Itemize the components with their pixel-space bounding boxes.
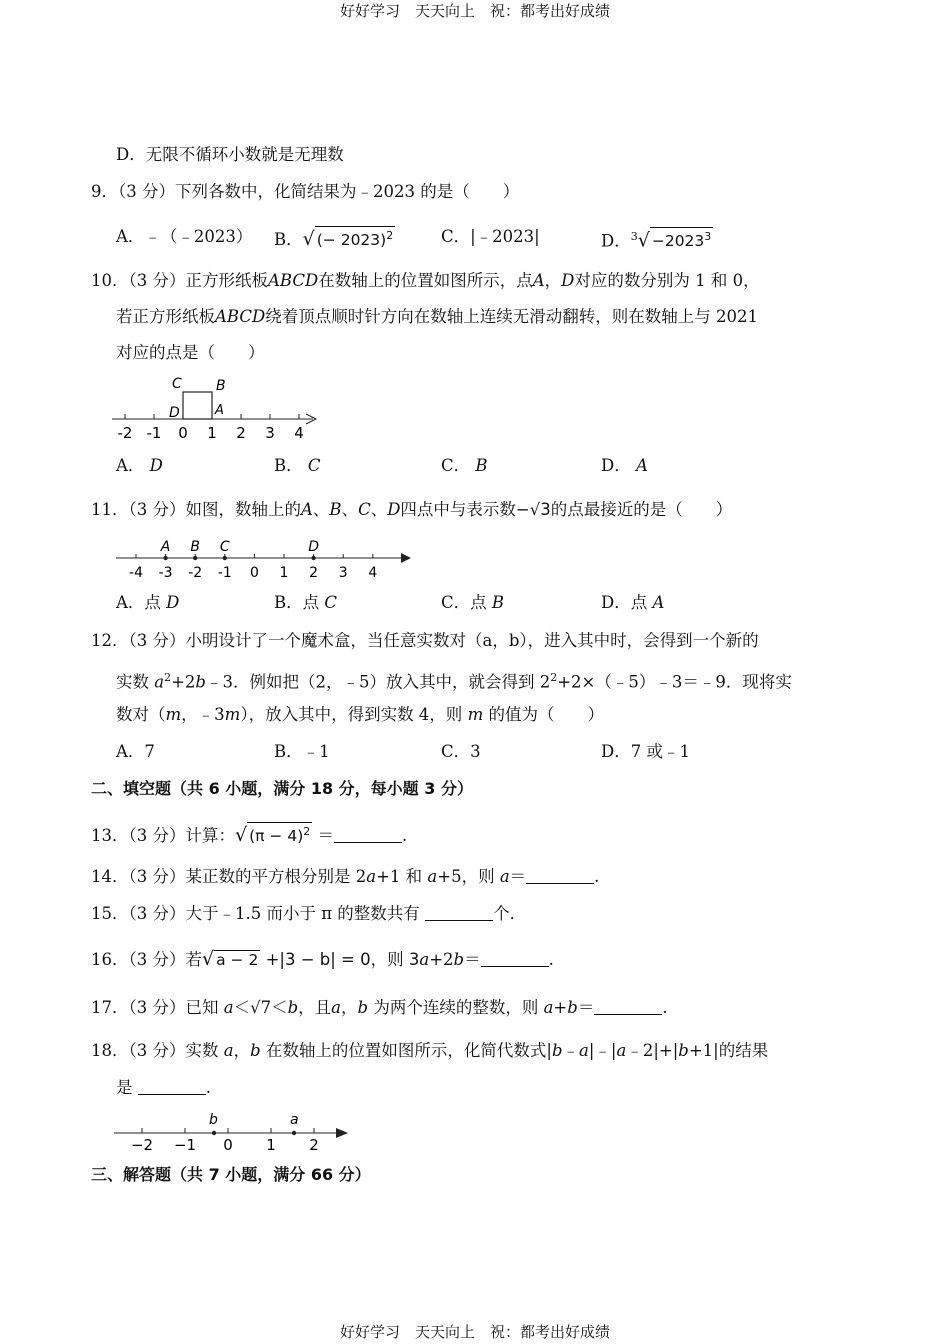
q17-text: ＜√7＜: [233, 998, 288, 1017]
tick-label: 1: [266, 1136, 276, 1154]
q17: [91, 997, 668, 1019]
q12-option-b: B．﹣1: [274, 742, 330, 761]
q10-option-b-label: B．: [274, 456, 303, 475]
tick-label: -1: [146, 424, 162, 442]
q16-text: 16．（3 分）若: [91, 950, 202, 969]
q13-end: .: [402, 826, 408, 846]
q16-text: ＝: [464, 950, 481, 969]
q13-exp: 2: [303, 825, 311, 838]
q13-radicand: [247, 822, 312, 845]
q11-var: C: [358, 500, 371, 519]
q18-line2: [116, 1077, 211, 1099]
q8-option-d: D．无限不循环小数就是无理数: [116, 145, 344, 164]
q14-var: a: [366, 867, 377, 886]
q10-var: ABCD: [268, 271, 319, 290]
q10-line2: [116, 306, 758, 328]
q11-option-a-value: D: [166, 593, 180, 612]
q17-end: .: [662, 998, 668, 1017]
q12-var: a: [154, 672, 165, 692]
q17-text: 17．（3 分）已知: [91, 998, 219, 1017]
q16-var: a: [419, 950, 430, 969]
q10-line1: [91, 270, 760, 292]
q18-text: 18．（3 分）实数: [91, 1041, 219, 1060]
q10-option-a-label: A．: [116, 456, 145, 475]
tick-label: -2: [117, 424, 133, 442]
q11-var: A: [301, 500, 313, 519]
q12-option-c: C．3: [441, 742, 481, 761]
q18-text: +1|的结果: [688, 1041, 769, 1060]
answer-blank[interactable]: [526, 867, 594, 884]
q12-option-a: A．7: [116, 742, 155, 761]
q12-line3: [116, 704, 604, 726]
q11-option-b-label: B．点: [274, 593, 320, 612]
q10-text: 10．（3 分）正方形纸板: [91, 271, 268, 290]
q10-var: A: [532, 271, 545, 290]
q11-option-d: [601, 592, 664, 614]
tick-label: -2: [188, 565, 203, 581]
q12-line1: 12．（3 分）小明设计了一个魔术盒，当任意实数对（a，b），进入其中时，会得到一个新的: [91, 631, 759, 650]
tick-label: 3: [265, 424, 275, 442]
label-a: A: [215, 403, 224, 418]
q11-var: D: [387, 500, 401, 519]
q18-number-line-figure: [112, 1108, 357, 1154]
q11-math: −√3: [515, 500, 551, 519]
q18-var: b: [551, 1041, 563, 1060]
q9-option-d-label: D．: [601, 231, 631, 251]
axis-arrow: [401, 553, 411, 563]
q12-text: ，﹣3: [181, 705, 225, 724]
q16: [91, 948, 554, 971]
tick-label: 0: [223, 1136, 233, 1154]
q17-var: a: [543, 998, 554, 1017]
q17-text: 为两个连续的整数，则: [373, 998, 539, 1017]
answer-blank[interactable]: [334, 826, 402, 843]
label-b: B: [190, 539, 201, 555]
q9-option-d-rad: −2023: [651, 232, 705, 251]
q18-var: a: [616, 1041, 627, 1060]
q12-var: m: [165, 705, 182, 724]
tick-label: 1: [207, 424, 217, 442]
q11-option-a-label: A．点: [116, 593, 161, 612]
q17-var: b: [357, 998, 369, 1017]
q15-text: 15．（3 分）大于﹣1.5 而小于 π 的整数共有: [91, 904, 420, 923]
tick-label: 4: [368, 565, 378, 581]
tick-label: 3: [338, 565, 348, 581]
q18-text: 在数轴上的位置如图所示，化简代数式|: [265, 1041, 552, 1060]
q17-var: a: [223, 998, 234, 1017]
q10-option-b-value: C: [307, 456, 321, 475]
label-b: b: [209, 1112, 218, 1128]
q14-text: 14．（3 分）某正数的平方根分别是 2: [91, 867, 367, 886]
q12-text: +2×（﹣5）﹣3＝﹣9．现将实: [557, 672, 792, 692]
q18-var: a: [579, 1041, 589, 1060]
q12-line2: [116, 667, 792, 694]
tick-label: 2: [309, 565, 319, 581]
tick-label: −2: [130, 1136, 154, 1154]
q17-var: b: [287, 998, 299, 1017]
q14-text: +5，则: [437, 867, 495, 886]
q18-text: ，: [233, 1041, 251, 1060]
page-header: 好好学习 天天向上 祝：都考出好成绩: [339, 2, 610, 20]
q12-text: 数对（: [116, 705, 166, 724]
answer-blank[interactable]: [481, 950, 549, 967]
tick-label: 2: [236, 424, 246, 442]
tick-label: 0: [178, 424, 188, 442]
q11-option-d-label: D．点: [601, 593, 648, 612]
q9-option-b-radicand: [315, 226, 395, 249]
q11-text: 、: [341, 500, 359, 519]
point-a: [292, 1131, 296, 1135]
q10-option-d-label: D．: [601, 456, 631, 475]
point-b: [193, 556, 197, 560]
q9-option-d-index: 3: [630, 230, 638, 243]
q12-text: 的值为（ ）: [488, 705, 604, 724]
q12-text: ﹣3．例如把（2，﹣5）放入其中，就会得到 2: [205, 672, 551, 692]
q18-var: a: [223, 1041, 234, 1060]
q18-text: ﹣: [562, 1041, 580, 1060]
q9-option-a: A．﹣（﹣2023）: [116, 227, 253, 246]
q10-text: ，: [544, 271, 562, 290]
q11-text: 四点中与表示数: [400, 500, 516, 519]
label-a: A: [160, 539, 171, 555]
point-a: [163, 556, 167, 560]
tick-label: 2: [309, 1136, 319, 1154]
q11-option-b: [274, 592, 337, 614]
q17-text: ，: [341, 998, 358, 1017]
q10-var: ABCD: [215, 307, 266, 326]
q10-option-c-label: C．: [441, 456, 471, 475]
q11-option-a: [116, 592, 179, 614]
label-c: C: [219, 539, 230, 555]
q10-text: 绕着顶点顺时针方向在数轴上连续无滑动翻转，则在数轴上与 2021: [265, 307, 758, 326]
answer-blank[interactable]: [138, 1078, 206, 1095]
q11-text: 11．（3 分）如图，数轴上的: [91, 500, 301, 519]
q18-text: |﹣|: [588, 1041, 617, 1060]
q18-text: 是: [116, 1078, 133, 1097]
q13: [91, 822, 407, 847]
q11-text: 、: [370, 500, 388, 519]
q10-var: D: [561, 271, 575, 290]
q16-radicand: a − 2: [216, 951, 259, 969]
label-a: a: [290, 1112, 299, 1128]
q17-text: ，且: [298, 998, 332, 1017]
q10-option-a: [116, 455, 163, 477]
sqrt-symbol: √: [235, 824, 248, 847]
q11-option-c-label: C．点: [441, 593, 487, 612]
q14-text: +1 和: [376, 867, 423, 886]
q12-var: m: [467, 705, 484, 724]
q12-text: 实数: [116, 672, 149, 692]
q12-text: +2: [171, 672, 196, 692]
q11-option-d-value: A: [652, 593, 665, 612]
q10-line3: 对应的点是（ ）: [116, 343, 265, 362]
tick-label: -3: [158, 565, 173, 581]
q10-option-d-value: A: [635, 456, 648, 475]
q14: [91, 866, 599, 888]
q13-text: 13．（3 分）计算：: [91, 826, 235, 846]
q11-stem: [91, 499, 732, 521]
q12-text: ），放入其中，得到实数 4，则: [240, 705, 463, 724]
q11-number-line-figure: [112, 534, 417, 584]
q11-option-c-value: B: [491, 593, 505, 612]
q9-option-b-rad: (− 2023): [316, 231, 387, 250]
tick-label: -1: [217, 565, 232, 581]
q15: [91, 903, 526, 925]
label-d: D: [169, 405, 180, 421]
q18-end: .: [205, 1078, 211, 1097]
tick-label: 1: [279, 565, 289, 581]
q18-var: b: [678, 1041, 689, 1060]
answer-blank[interactable]: [425, 904, 493, 921]
label-c: C: [172, 376, 182, 392]
q10-text: 若正方形纸板: [116, 307, 215, 326]
q12-var: b: [195, 672, 206, 692]
cbrt-symbol: √: [637, 229, 650, 252]
q11-text: 、: [312, 500, 330, 519]
q9-option-d-radicand: [650, 227, 713, 250]
q17-var: b: [567, 998, 578, 1017]
q10-option-d: [601, 455, 648, 477]
q11-var: B: [329, 500, 342, 519]
q11-option-c: [441, 592, 504, 614]
tick-label: -4: [129, 565, 143, 581]
tick-label: −1: [173, 1136, 197, 1154]
q15-end: 个．: [493, 904, 527, 923]
q18-text: ﹣2|+|: [626, 1041, 679, 1060]
q14-text: ＝: [509, 867, 527, 886]
q10-option-c: [441, 455, 488, 477]
q18-var: b: [250, 1041, 261, 1060]
q9-option-b-exp: 2: [386, 229, 394, 242]
q11-option-b-value: C: [324, 593, 338, 612]
q17-var: a: [331, 998, 342, 1017]
q18-line1: [91, 1040, 768, 1062]
q10-option-b: [274, 455, 321, 477]
q14-var: a: [499, 867, 510, 886]
q16-end: .: [548, 950, 554, 969]
section-2-title: 二、填空题（共 6 小题，满分 18 分，每小题 3 分）: [91, 779, 473, 798]
point-d: [311, 556, 315, 560]
q13-rad: (π − 4): [249, 827, 304, 846]
tick-label: 4: [294, 424, 304, 442]
q12-var: m: [224, 705, 241, 724]
q9-stem: 9．（3 分）下列各数中，化简结果为﹣2023 的是（ ）: [91, 182, 520, 201]
q9-option-d: [601, 226, 713, 253]
q9-option-d-exp: 3: [704, 230, 712, 244]
q10-text: 对应的数分别为 1 和 0，: [574, 271, 760, 290]
square-abcd: [183, 392, 212, 419]
q10-option-c-value: B: [475, 456, 488, 475]
tick-label: 0: [249, 565, 259, 581]
page-footer: 好好学习 天天向上 祝：都考出好成绩: [339, 1323, 610, 1341]
sqrt-symbol: √: [202, 948, 215, 970]
q9-option-c: C．|﹣2023|: [441, 227, 540, 246]
q12-sup: 2: [550, 671, 558, 684]
sqrt-symbol: √: [302, 228, 315, 251]
section-3-title: 三、解答题（共 7 小题，满分 66 分）: [91, 1165, 371, 1184]
q14-end: .: [594, 867, 600, 886]
q16-text: +2: [429, 950, 454, 969]
q11-text: 的点最接近的是（ ）: [550, 500, 733, 519]
q14-var: a: [427, 867, 438, 886]
point-b: [212, 1131, 216, 1135]
q12-option-d: D．7 或﹣1: [601, 742, 690, 761]
q9-option-b-label: B．: [274, 230, 303, 250]
q16-text: +|3 − b| = 0，则 3: [265, 950, 420, 969]
point-c: [223, 556, 227, 560]
q13-text: ＝: [317, 826, 334, 846]
q9-option-b: [274, 226, 395, 251]
q10-number-line-figure: [108, 372, 328, 444]
q17-text: ＝: [577, 998, 595, 1017]
answer-blank[interactable]: [594, 998, 662, 1015]
q12-sup: 2: [164, 671, 172, 684]
q16-var: b: [453, 950, 465, 969]
label-b: B: [216, 378, 226, 394]
label-d: D: [308, 539, 319, 555]
axis-arrow: [336, 1128, 348, 1138]
q17-text: +: [553, 998, 568, 1017]
q10-option-a-value: D: [149, 456, 163, 475]
q10-text: 在数轴上的位置如图所示，点: [318, 271, 533, 290]
